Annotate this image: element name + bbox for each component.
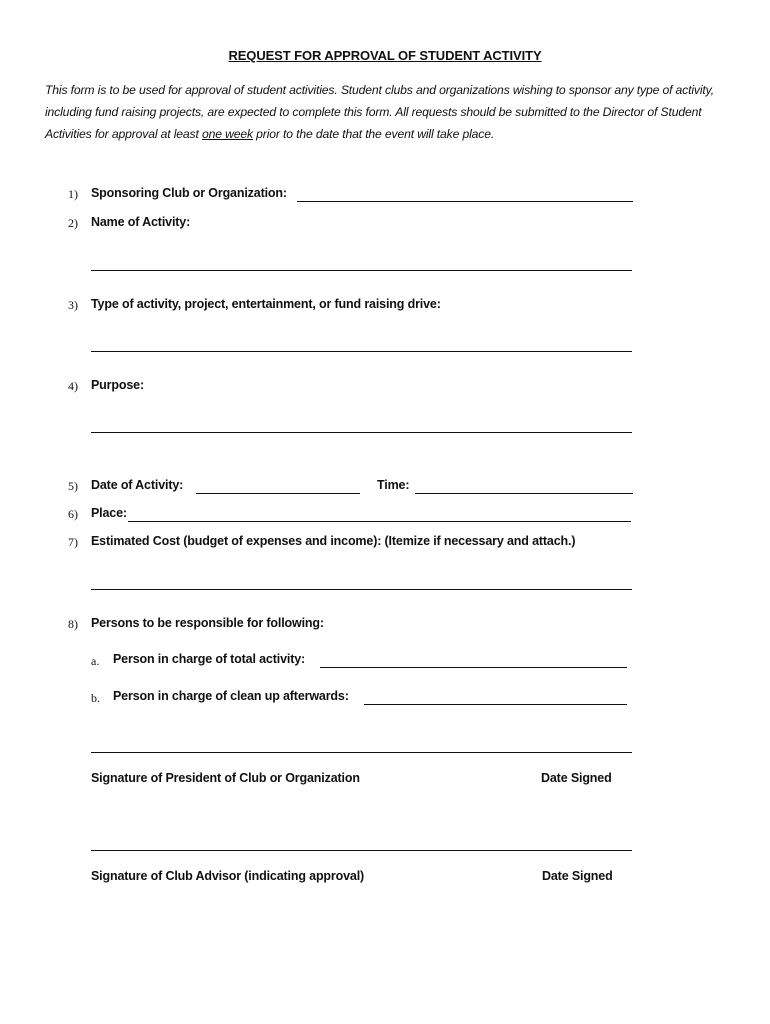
advisor-signature-label: Signature of Club Advisor (indicating approval) [91, 869, 365, 883]
activity-type-field[interactable] [91, 351, 632, 352]
activity-time-field[interactable] [415, 493, 633, 494]
president-date-signed-label: Date Signed [541, 771, 612, 785]
activity-date-label: Date of Activity: [91, 478, 184, 492]
cleanup-person-label: Person in charge of clean up afterwards: [113, 689, 349, 703]
activity-type-label: Type of activity, project, entertainment, or fund raising drive: [91, 297, 441, 311]
intro-underlined-text: one week [201, 127, 253, 141]
item-1-number: 1) [68, 187, 78, 201]
intro-text-end: prior to the date that the event will take place. [252, 127, 495, 141]
place-field[interactable] [128, 521, 631, 522]
purpose-label: Purpose: [91, 378, 144, 392]
sponsoring-club-field[interactable] [297, 201, 633, 202]
activity-name-label: Name of Activity: [91, 215, 191, 229]
form-title: REQUEST FOR APPROVAL OF STUDENT ACTIVITY [228, 48, 542, 63]
place-label: Place: [91, 506, 127, 520]
president-signature-field[interactable] [91, 752, 632, 753]
advisor-date-signed-label: Date Signed [542, 869, 613, 883]
cleanup-person-field[interactable] [364, 704, 627, 705]
intro-paragraph [45, 79, 735, 145]
sponsoring-club-label: Sponsoring Club or Organization: [91, 186, 287, 200]
item-8b-letter: b. [91, 691, 100, 705]
item-7-number: 7) [68, 535, 78, 549]
item-8a-letter: a. [91, 654, 100, 668]
person-in-charge-field[interactable] [320, 667, 627, 668]
responsible-persons-label: Persons to be responsible for following: [91, 616, 324, 630]
advisor-signature-field[interactable] [91, 850, 632, 851]
president-signature-label: Signature of President of Club or Organization [91, 771, 360, 785]
intro-text-start: This form is to be used for approval of student activities. Student clubs and organizations wishing to sponsor any type of activity, including fund raising projects, are expected to complete this form. All requests should be submitted to the Director of Student Activities for approval at least [45, 83, 714, 141]
estimated-cost-field[interactable] [91, 589, 632, 590]
item-4-number: 4) [68, 379, 78, 393]
item-2-number: 2) [68, 216, 78, 230]
activity-date-field[interactable] [196, 493, 360, 494]
purpose-field[interactable] [91, 432, 632, 433]
activity-time-label: Time: [377, 478, 410, 492]
person-in-charge-label: Person in charge of total activity: [113, 652, 306, 666]
item-8-number: 8) [68, 617, 78, 631]
item-6-number: 6) [68, 507, 78, 521]
activity-name-field[interactable] [91, 270, 632, 271]
item-3-number: 3) [68, 298, 78, 312]
estimated-cost-label: Estimated Cost (budget of expenses and income): (Itemize if necessary and attach.) [91, 534, 576, 548]
item-5-number: 5) [68, 479, 78, 493]
